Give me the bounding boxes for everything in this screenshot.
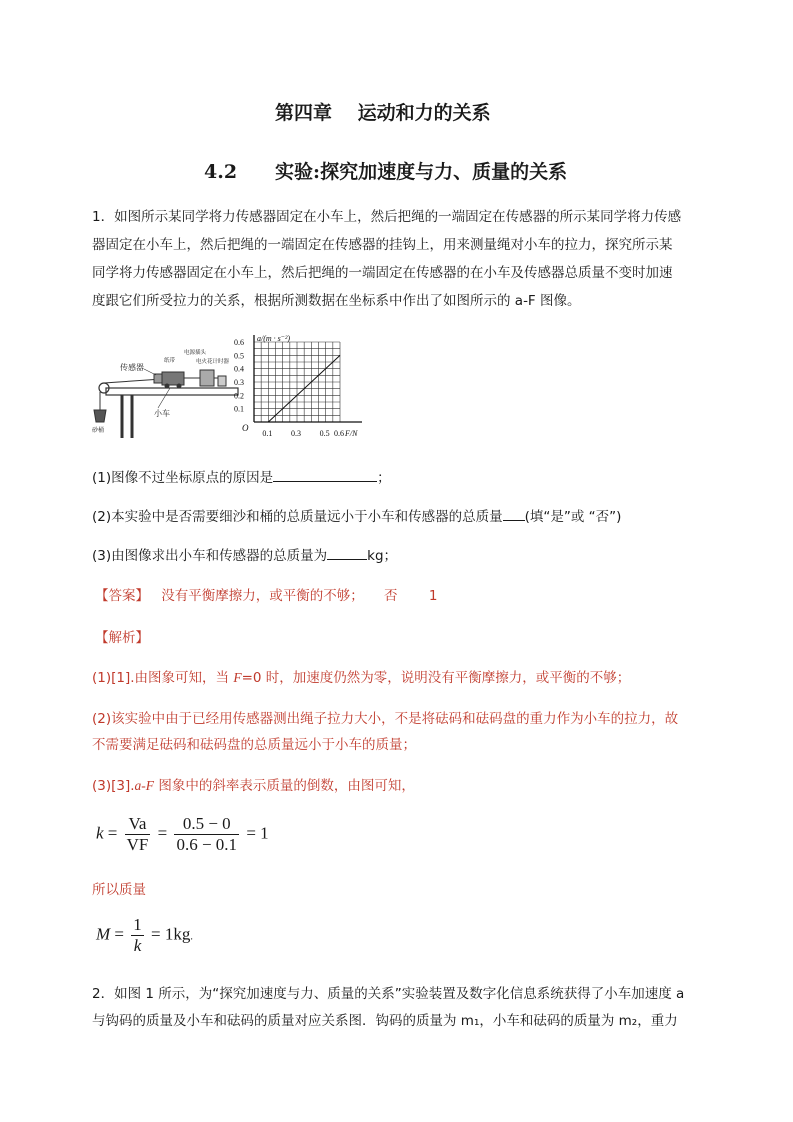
answer-blank-1[interactable] xyxy=(273,467,377,482)
chapter-title: 第四章 运动和力的关系 xyxy=(275,102,491,124)
wheel-icon xyxy=(177,384,182,389)
analysis-tag: 【解析】 xyxy=(95,630,149,646)
answer-row xyxy=(95,584,437,604)
origin-label: O xyxy=(242,423,249,433)
sub-question-3: (3)由图像求出小车和传感器的总质量为 kg； xyxy=(92,544,397,564)
fraction: $\frac{Va}{VF}$ xyxy=(126,814,149,854)
rope xyxy=(104,379,162,383)
answer-text: 没有平衡摩擦力，或平衡的不够； 否 1 xyxy=(161,588,438,604)
x-tick-label: 0.3 xyxy=(291,429,301,438)
x-tick-label: 0.1 xyxy=(262,429,273,438)
q1-line: 1．如图所示某同学将力传感器固定在小车上，然后把绳的一端固定在传感器的所示某同学将力传感 xyxy=(92,209,682,225)
x-tick-label: 0.5 xyxy=(319,429,330,438)
sub-question-2: (2)本实验中是否需要细沙和桶的总质量远小于小车和传感器的总质量 (填“是”或 “否”) xyxy=(92,505,621,525)
timer-icon xyxy=(200,370,214,386)
sensor-label: 传感器 xyxy=(120,363,144,372)
formula-mass: M = $\frac{1}{k}$ = 1kg. xyxy=(96,915,193,955)
sensor-icon xyxy=(154,374,162,383)
y-tick-label: 0.4 xyxy=(234,364,244,374)
q1-line: 同学将力传感器固定在小车上，然后把绳的一端固定在传感器的在小车及传感器总质量不变时加速 xyxy=(92,265,673,281)
q2-line-2: 与钩码的质量及小车和砝码的质量对应关系图．钩码的质量为 m₁，小车和砝码的质量为 m₂，重力 xyxy=(92,1013,678,1029)
x-tick-label: 0.6 xyxy=(334,429,344,438)
table-top xyxy=(106,388,238,395)
stopper-icon xyxy=(218,376,226,386)
section-title: 4.2 实验:探究加速度与力、质量的关系 xyxy=(204,161,568,183)
y-tick-label: 0.3 xyxy=(234,378,244,387)
y-tick-label: 0.2 xyxy=(234,391,244,401)
fraction: $\frac{1}{k}$ xyxy=(133,915,142,955)
y-tick-label: 0.6 xyxy=(234,338,244,347)
wheel-icon xyxy=(165,384,170,389)
formula-slope: k = $\frac{Va}{VF}$ = $\frac{0.5 - 0}{0.6 - 0.1}$ = 1 xyxy=(96,814,269,854)
bucket-icon xyxy=(94,410,106,422)
q2-line-1: 2．如图 1 所示，为“探究加速度与力、质量的关系”实验装置及数字化信息系统获得了小车加速度 a xyxy=(92,986,685,1002)
paper-tape-label: 纸带 xyxy=(164,358,176,364)
bucket-label: 砂桶 xyxy=(92,428,105,434)
apparatus-figure xyxy=(92,340,242,445)
analysis-2-line-2: 不需要满足砝码和砝码盘的总质量远小于小车的质量； xyxy=(92,737,416,753)
y-tick-label: 0.1 xyxy=(234,404,244,414)
cart-icon xyxy=(162,372,184,385)
analysis-2-line-1: (2)该实验中由于已经用传感器测出绳子拉力大小，不是将砝码和砝码盘的重力作为小车的拉力，故 xyxy=(92,711,679,727)
af-graph xyxy=(232,330,372,442)
x-axis-label: F/N xyxy=(345,429,358,438)
cart-label: 小车 xyxy=(154,409,170,418)
graph-grid xyxy=(254,342,340,422)
timer-label: 电火花计时器 xyxy=(196,359,230,365)
sub-question-1: (1)图像不过坐标原点的原因是 ； xyxy=(92,466,391,486)
analysis-3: (3)[3].a-F 图象中的斜率表示质量的倒数，由图可知， xyxy=(92,778,415,794)
q1-line: 度跟它们所受拉力的关系，根据所测数据在坐标系中作出了如图所示的 a-F 图像。 xyxy=(92,293,581,309)
so-mass: 所以质量 xyxy=(92,882,146,898)
plug-label: 电源插头 xyxy=(184,350,207,356)
q1-line: 器固定在小车上，然后把绳的一端固定在传感器的挂钩上，用来测量绳对小车的拉力，探究所示某 xyxy=(92,237,673,253)
y-tick-label: 0.5 xyxy=(234,351,244,361)
analysis-1: (1)[1].由图象可知，当 F=0 时，加速度仍然为零，说明没有平衡摩擦力，或平衡的不够； xyxy=(92,670,631,686)
answer-blank-3[interactable] xyxy=(327,545,367,560)
y-axis-label: a/(m · s⁻²) xyxy=(257,334,291,343)
fraction: $\frac{0.5 - 0}{0.6 - 0.1}$ xyxy=(176,814,238,854)
q1-paragraph xyxy=(92,203,712,315)
answer-blank-2[interactable] xyxy=(503,506,525,521)
answer-tag: 【答案】 xyxy=(95,588,149,604)
